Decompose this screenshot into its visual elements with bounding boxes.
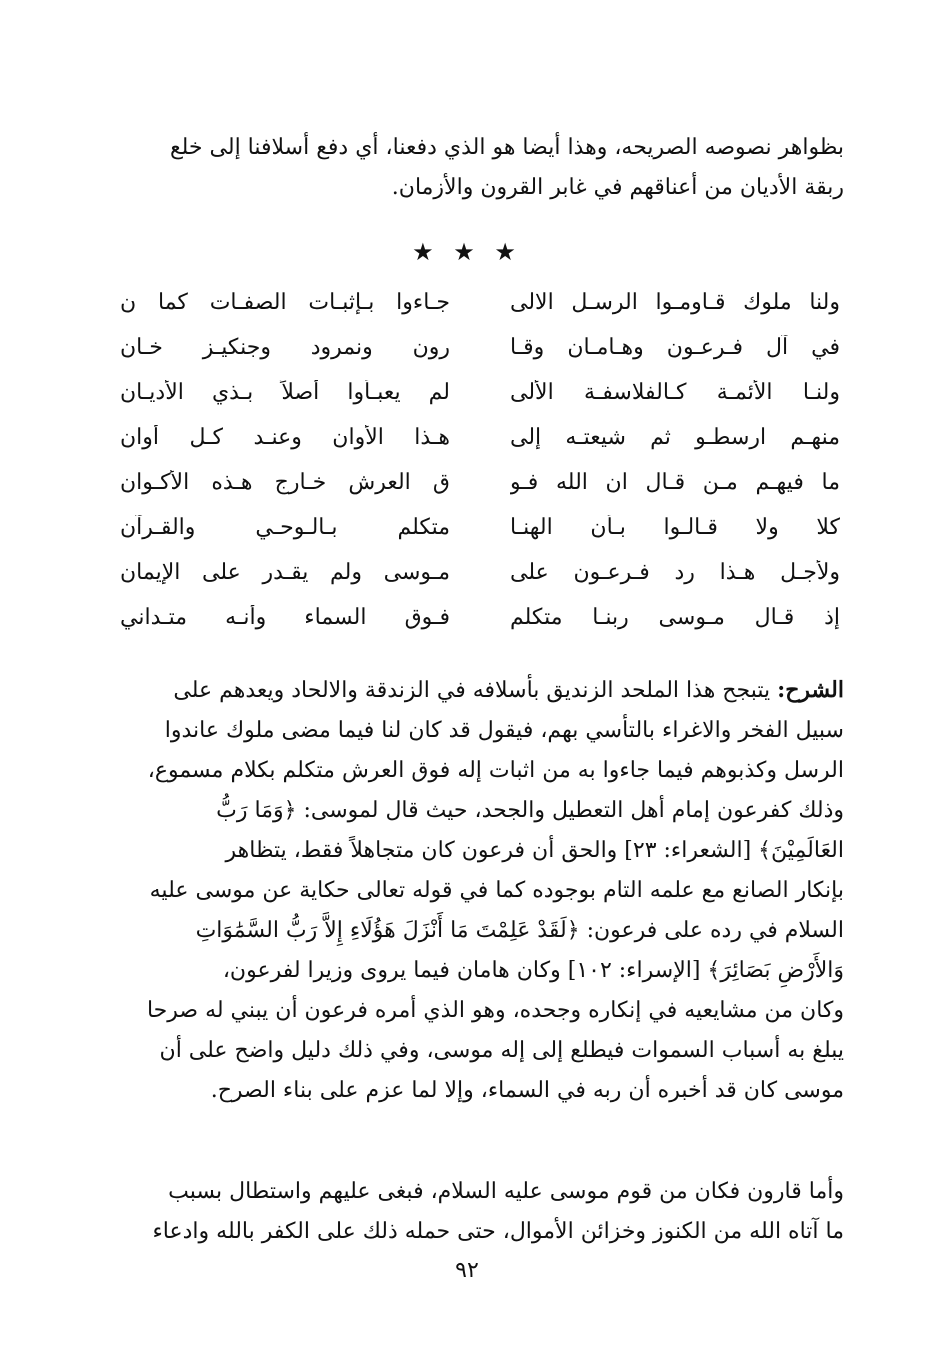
verse-first-hemistich: في آل فـرعـون وهـامـان وقـا [510,335,840,360]
verse [120,560,840,605]
text-line: وذلك كفرعون إمام أهل التعطيل والجحد، حيث قال لموسى: ﴿وَمَا رَبُّ [216,798,844,823]
verse-second-hemistich: ق العرش خـارج هـذه الأكـوان [120,470,450,495]
verse [120,425,840,470]
verse-second-hemistich: هـذا الأوان وعنـد كـل أوان [120,425,450,450]
verse [120,515,840,560]
verse-first-hemistich: ولنا ملوك قـاومـوا الرسـل الالى [510,290,840,315]
text-line: سبيل الفخر والاغراء بالتأسي بهم، فيقول قد كان لنا فيما مضى ملوك عاندوا [164,718,844,743]
verse-first-hemistich: كلا ولا قـالـوا بـأن الهنـا [510,515,840,540]
verse-first-hemistich: ولأجـل هـذا رد فـرعـون على [510,560,840,585]
text-line: السلام في رده على فرعون: ﴿لَقَدْ عَلِمْتَ مَا أَنْزَلَ هَؤُلَاءِ إِلاَّ رَبُّ السَّمَٰوَاتِ [195,918,844,943]
verse-first-hemistich: ولنـا الأئمـة كـالفلاسفـة الألى [510,380,840,405]
text-line: وأما قارون فكان من قوم موسى عليه السلام، فبغى عليهم واستطال بسبب [168,1179,844,1204]
verse [120,380,840,425]
page-number: ٩٢ [455,1258,479,1283]
text-line: يبلغ به أسباب السموات فيطلع إلى إله موسى، وفي ذلك دليل واضح على أن [159,1038,844,1063]
verse-second-hemistich: لم يعبـأوا أصلاً بـذي الأديـان [120,380,450,405]
verse [120,470,840,515]
verse [120,335,840,380]
verse-second-hemistich: مـوسى ولم يقـدر على الإيمان [120,560,450,585]
verse-second-hemistich: جـاءوا بـإثبـات الصفـات كما ن [120,290,450,315]
verse-first-hemistich: منهـم ارسطـو ثم شيعتـه إلى [510,425,840,450]
section-separator: ★ ★ ★ [412,238,522,266]
poem [120,290,840,650]
text-line: ما آتاه الله من الكنوز وخزائن الأموال، حتى حمله ذلك على الكفر بالله وادعاء [152,1219,844,1244]
qarun-paragraph [128,1172,844,1252]
text-line: بظواهر نصوصه الصريحه، وهذا أيضا هو الذي دفعنا، أي دفع أسلافنا إلى خلع [169,135,844,160]
verse-second-hemistich: رون ونمرود وجنكيـز خـان [120,335,450,360]
text-line: وَالأَرْضِ بَصَائِرَ﴾ [الإسراء: ١٠٢] وكان هامان فيما يروى وزيرا لفرعون، [222,958,844,983]
commentary-label: الشرح: [777,677,844,703]
verse [120,605,840,650]
text-line: العَالَمِيْنَ﴾ [الشعراء: ٢٣] والحق أن فرعون كان متجاهلاً فقط، يتظاهر [225,838,844,863]
verse-first-hemistich: إذ قـال مـوسى ربنـا متكلم [510,605,840,630]
text-line [128,670,844,711]
verse-second-hemistich: فـوق السماء وأنـه متـداني [120,605,450,630]
intro-paragraph [128,128,844,208]
commentary-first-line: يتبجح هذا الملحد الزنديق بأسلافه في الزندقة والالحاد ويعدهم على [173,678,778,703]
verse-second-hemistich: متكلم بـالـوحـي والقـرآن [120,515,450,540]
text-line: موسى كان قد أخبره أن ربه في السماء، وإلا لما عزم على بناء الصرح. [210,1078,844,1103]
commentary-paragraph [128,670,844,1111]
text-line: بإنكار الصانع مع علمه التام بوجوده كما في قوله تعالى حكاية عن موسى عليه [149,878,844,903]
text-line: وكان من مشايعيه في إنكاره وجحده، وهو الذي أمره فرعون أن يبني له صرحا [146,998,844,1023]
text-line: ربقة الأديان من أعناقهم في غابر القرون والأزمان. [391,175,844,200]
verse-first-hemistich: ما فيهـم مـن قـال ان الله فـو [510,470,840,495]
verse [120,290,840,335]
text-line: الرسل وكذبوهم فيما جاءوا به من اثبات إله فوق العرش متكلم بكلام مسموع، [147,758,844,783]
